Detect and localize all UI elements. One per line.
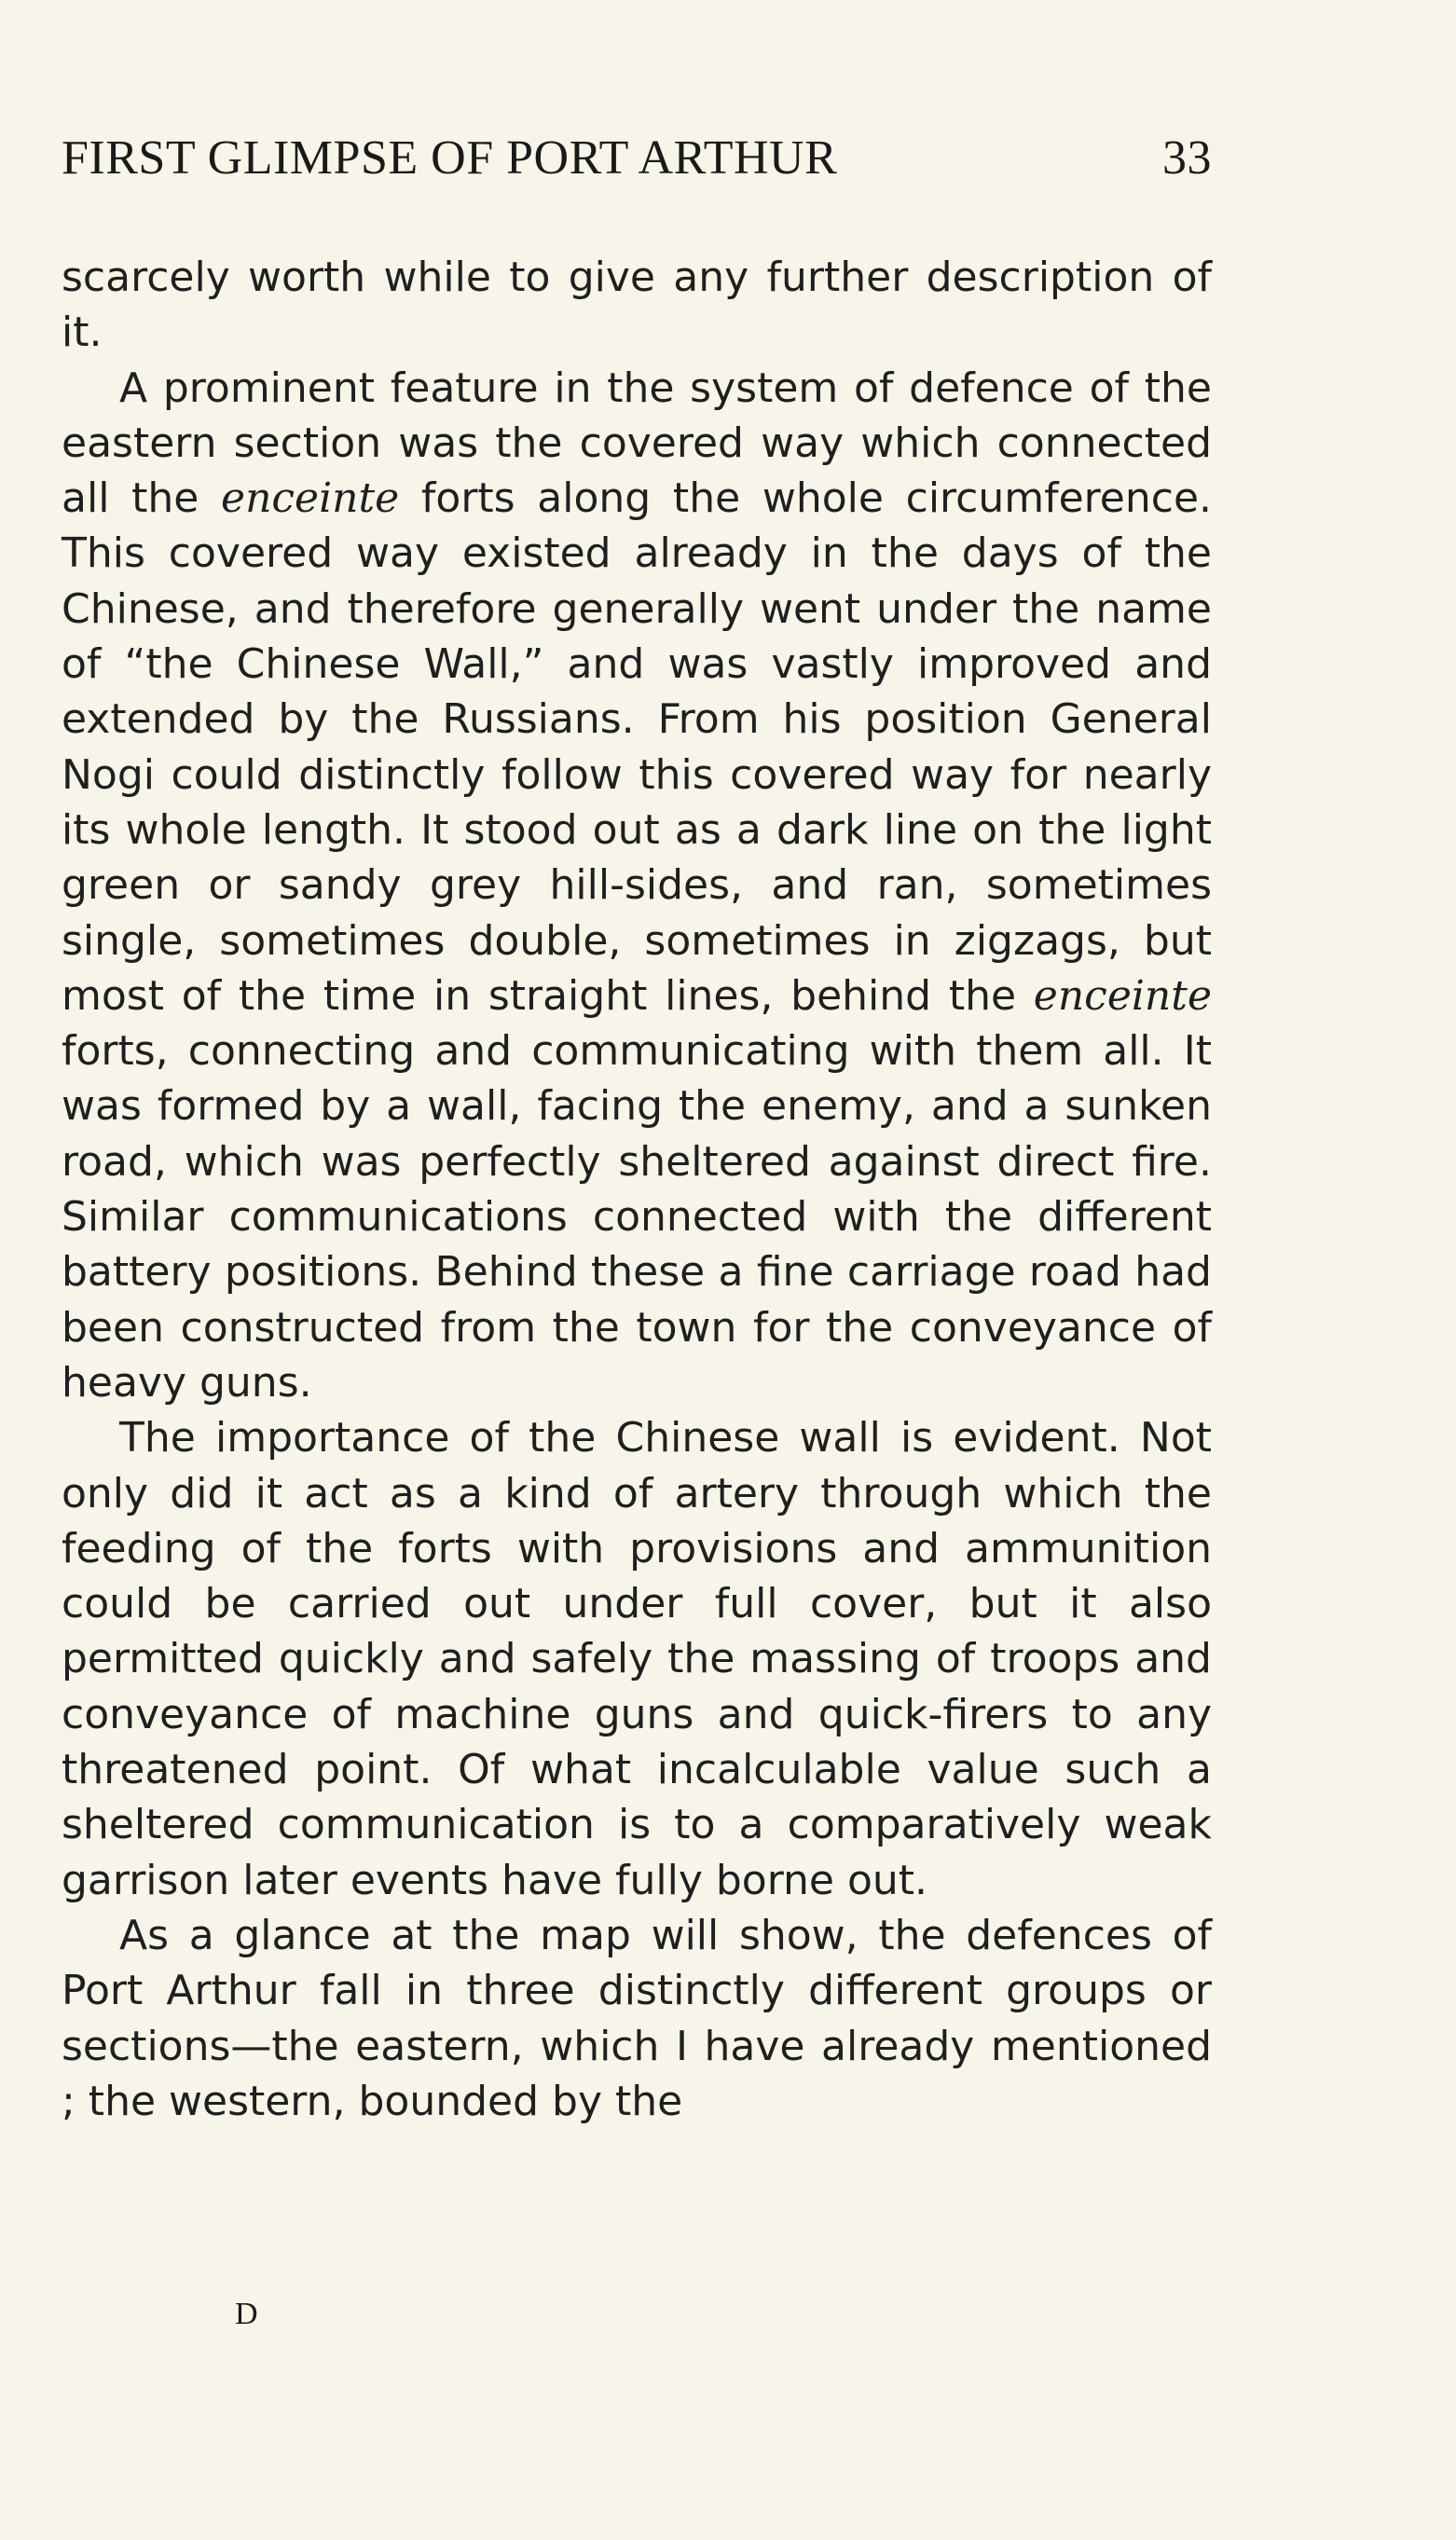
italic-term: enceinte [1033,971,1212,1020]
running-header [62,130,1212,185]
paragraph-text: The importance of the Chinese wall is evident. Not only did it act as a kind of artery through which the feeding of the forts with provisions and ammunition could be carried out under full cover, but it also permitted quickly and safely the massing of troops and conveyance of machine guns and quick-firers to any threatened point. Of what incalculable value such a sheltered communication is to a comparatively weak garrison later events have fully borne out. [62,1414,1212,1904]
paragraph-chinese-wall [62,1410,1212,1908]
paragraph-defence-groups [62,1908,1212,2129]
body-text [62,250,1212,2129]
paragraph-text-part: forts, connecting and communicating with them all. It was formed by a wall, facing the enemy, and a sunken road, which was perfectly sheltered against direct fire. Similar communications connected with the different battery positions. Behind these a fine carriage road had been constructed from the town for the conveyance of heavy guns. [62,1027,1212,1407]
paragraph-covered-way [62,361,1212,1411]
paragraph-continuation [62,250,1212,361]
paragraph-text-part: A prominent feature in the system of defence of the eastern section was the covered way which connected all the [62,364,1212,523]
paragraph-text: As a glance at the map will show, the defences of Port Arthur fall in three distinctly different groups or sections—the eastern, which I have already mentioned ; the western, bounded by the [62,1911,1212,2125]
paragraph-text-part: forts along the whole circumference. This covered way existed already in the days of the Chinese, and therefore generally went under the name of “the Chinese Wall,” and was vastly improved and extended by the Russians. From his position General Nogi could distinctly follow this covered way for nearly its whole length. It stood out as a dark line on the light green or sandy grey hill-sides, and ran, sometimes single, sometimes double, sometimes in zigzags, but most of the time in straight lines, behind the [62,474,1213,1020]
signature-mark: D [235,2297,258,2331]
paragraph-text: scarcely worth while to give any further description of it. [62,254,1212,357]
italic-term: enceinte [221,474,400,523]
page-number: 33 [1162,131,1212,185]
running-title: FIRST GLIMPSE OF PORT ARTHUR [62,131,838,185]
